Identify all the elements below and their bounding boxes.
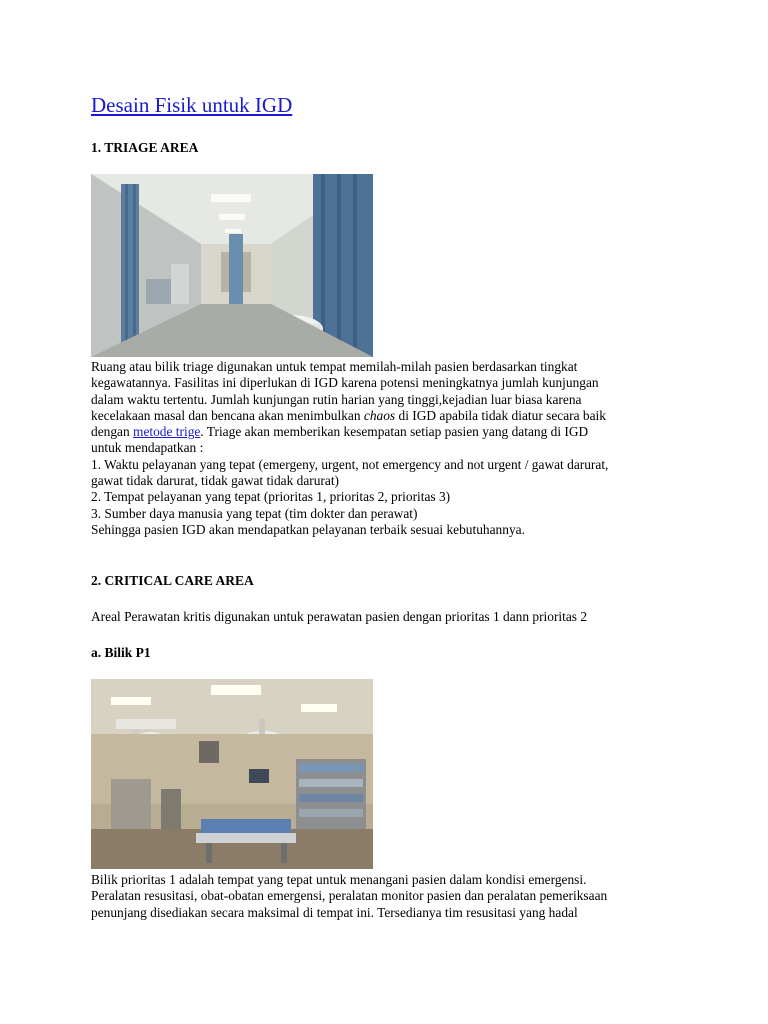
triage-area-photo (91, 174, 373, 357)
text-line: dalam waktu tertentu. Jumlah kunjungan rutin harian yang tinggi,kejadian luar biasa karena (91, 391, 582, 407)
text-fragment: dengan (91, 424, 134, 440)
text-line: Peralatan resusitasi, obat-obatan emergensi, peralatan monitor pasien dan peralatan pemeriksaan (91, 888, 608, 904)
emphasis-chaos: chaos (363, 407, 396, 423)
text-fragment: di IGD apabila tidak diatur secara baik (395, 407, 606, 423)
list-item: 1. Waktu pelayanan yang tepat (emergeny, urgent, not emergency and not urgent / gawat darurat, (91, 456, 609, 472)
triage-description (91, 359, 691, 538)
text-line: kegawatannya. Fasilitas ini diperlukan di IGD karena potensi meningkatnya jumlah kunjungan (91, 375, 599, 391)
section-heading-critical-care: 2. CRITICAL CARE AREA (91, 573, 254, 588)
metode-trige-link[interactable]: metode trige (133, 424, 201, 440)
page-title[interactable]: Desain Fisik untuk IGD (91, 93, 293, 117)
text-line (91, 408, 691, 424)
bilik-p1-description (91, 872, 691, 921)
text-line: gawat tidak darurat, tidak gawat tidak darurat) (91, 473, 339, 489)
text-line: penunjang disediakan secara maksimal di tempat ini. Tersedianya tim resusitasi yang hadal (91, 904, 578, 920)
section-heading-triage: 1. TRIAGE AREA (91, 140, 199, 155)
text-line: Areal Perawatan kritis digunakan untuk perawatan pasien dengan prioritas 1 dann prioritas 2 (91, 609, 588, 624)
text-fragment: . Triage akan memberikan kesempatan setiap pasien yang datang di IGD (200, 424, 589, 440)
text-line (91, 424, 691, 440)
sub-heading-bilik-p1: a. Bilik P1 (91, 645, 151, 660)
text-line: Ruang atau bilik triage digunakan untuk tempat memilah-milah pasien berdasarkan tingkat (91, 359, 578, 374)
list-item: 3. Sumber daya manusia yang tepat (tim dokter dan perawat) (91, 505, 418, 521)
list-item: 2. Tempat pelayanan yang tepat (prioritas 1, prioritas 2, prioritas 3) (91, 489, 451, 505)
text-fragment: kecelakaan masal dan bencana akan menimbulkan (91, 407, 364, 423)
bilik-p1-photo (91, 679, 373, 869)
critical-care-intro (91, 609, 691, 625)
text-line: Bilik prioritas 1 adalah tempat yang tepat untuk menangani pasien dalam kondisi emergensi. (91, 872, 587, 887)
text-line: untuk mendapatkan : (91, 440, 204, 456)
text-line: Sehingga pasien IGD akan mendapatkan pelayanan terbaik sesuai kebutuhannya. (91, 521, 525, 537)
